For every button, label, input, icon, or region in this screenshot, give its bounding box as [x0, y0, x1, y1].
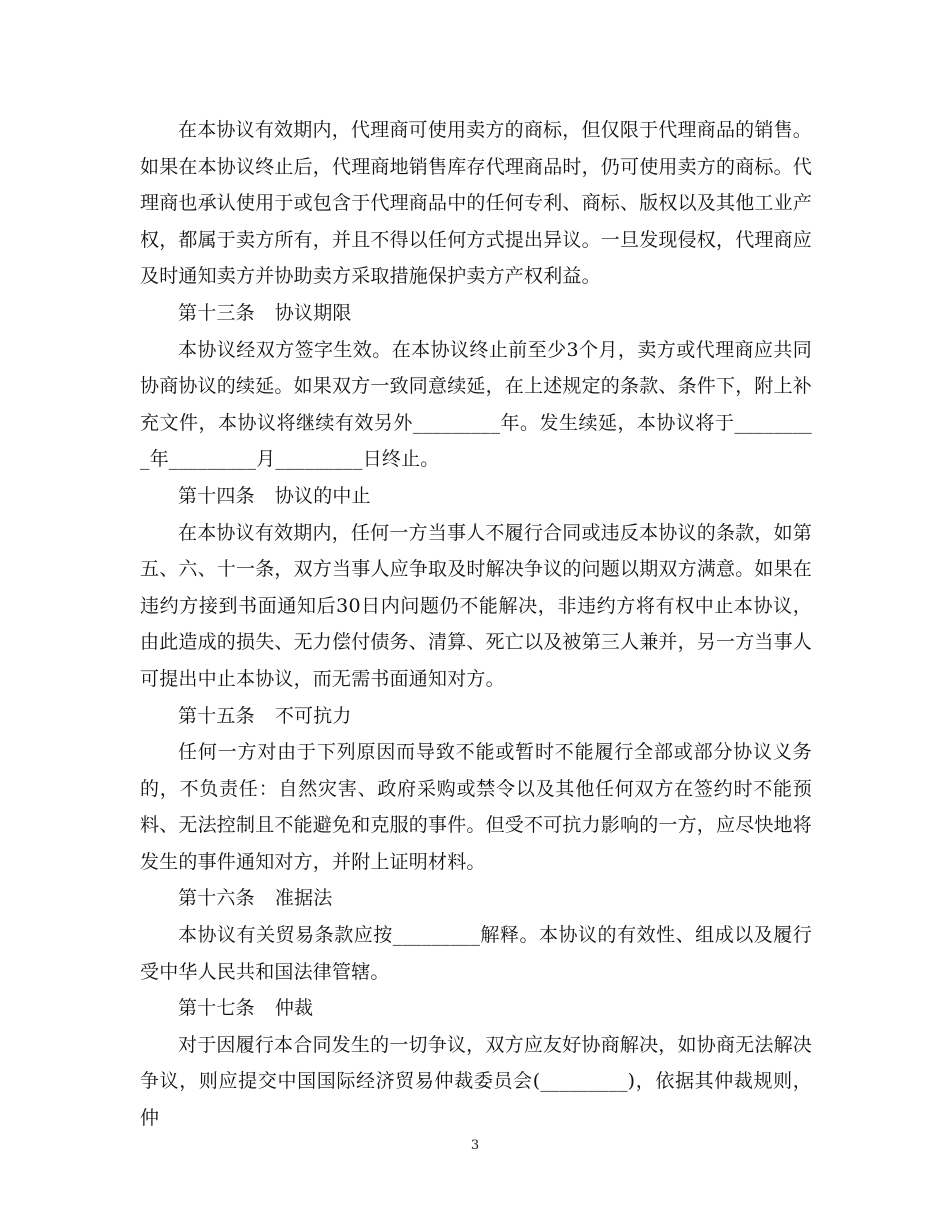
document-body	[140, 112, 812, 1137]
paragraph-force-majeure: 任何一方对由于下列原因而导致不能或暂时不能履行全部或部分协议义务的，不负责任：自然灾害、政府采购或禁令以及其他任何双方在签约时不能预料、无法控制且不能避免和克服的事件。但受不可抗力影响的一方，应尽快地将发生的事件通知对方，并附上证明材料。	[140, 741, 813, 873]
article-16-heading	[140, 880, 812, 917]
article-16-number: 第十六条	[178, 887, 255, 910]
article-16-title: 准据法	[274, 887, 333, 910]
article-14-heading	[140, 478, 812, 515]
article-14-number: 第十四条	[178, 484, 255, 507]
article-13-number: 第十三条	[178, 301, 255, 324]
article-15-title: 不可抗力	[274, 704, 352, 727]
paragraph-trademark-use: 在本协议有效期内，代理商可使用卖方的商标，但仅限于代理商品的销售。如果在本协议终止后，代理商地销售库存代理商品时，仍可使用卖方的商标。代理商也承认使用于或包含于代理商品中的任何专利、商标、版权以及其他工业产权，都属于卖方所有，并且不得以任何方式提出异议。一旦发现侵权，代理商应及时通知卖方并协助卖方采取措施保护卖方产权利益。	[140, 119, 813, 288]
article-15-number: 第十五条	[178, 704, 255, 727]
article-15-heading	[140, 698, 812, 735]
article-17-number: 第十七条	[178, 997, 255, 1020]
article-13-heading	[140, 295, 812, 332]
paragraph-termination: 在本协议有效期内，任何一方当事人不履行合同或违反本协议的条款，如第五、六、十一条，双方当事人应争取及时解决争议的问题以期双方满意。如果在违约方接到书面通知后30日内问题仍不能解决，非违约方将有权中止本协议，由此造成的损失、无力偿付债务、清算、死亡以及被第三人兼并，另一方当事人可提出中止本协议，而无需书面通知对方。	[140, 521, 813, 690]
paragraph-governing-law: 本协议有关贸易条款应按_________解释。本协议的有效性、组成以及履行受中华人民共和国法律管辖。	[140, 924, 812, 983]
article-17-title: 仲裁	[274, 997, 314, 1020]
article-13-title: 协议期限	[274, 301, 352, 324]
article-14-title: 协议的中止	[274, 484, 371, 507]
article-17-heading	[140, 990, 812, 1027]
page-number: 3	[470, 1138, 480, 1153]
paragraph-agreement-term: 本协议经双方签字生效。在本协议终止前至少3个月，卖方或代理商应共同协商协议的续延。如果双方一致同意续延，在上述规定的条款、条件下，附上补充文件，本协议将继续有效另外_________年。发生续延，本协议将于_________年_________月_________日终止。	[140, 338, 813, 471]
paragraph-arbitration: 对于因履行本合同发生的一切争议，双方应友好协商解决，如协商无法解决争议，则应提交中国国际经济贸易仲裁委员会(_________)，依据其仲裁规则，仲	[140, 1033, 812, 1130]
